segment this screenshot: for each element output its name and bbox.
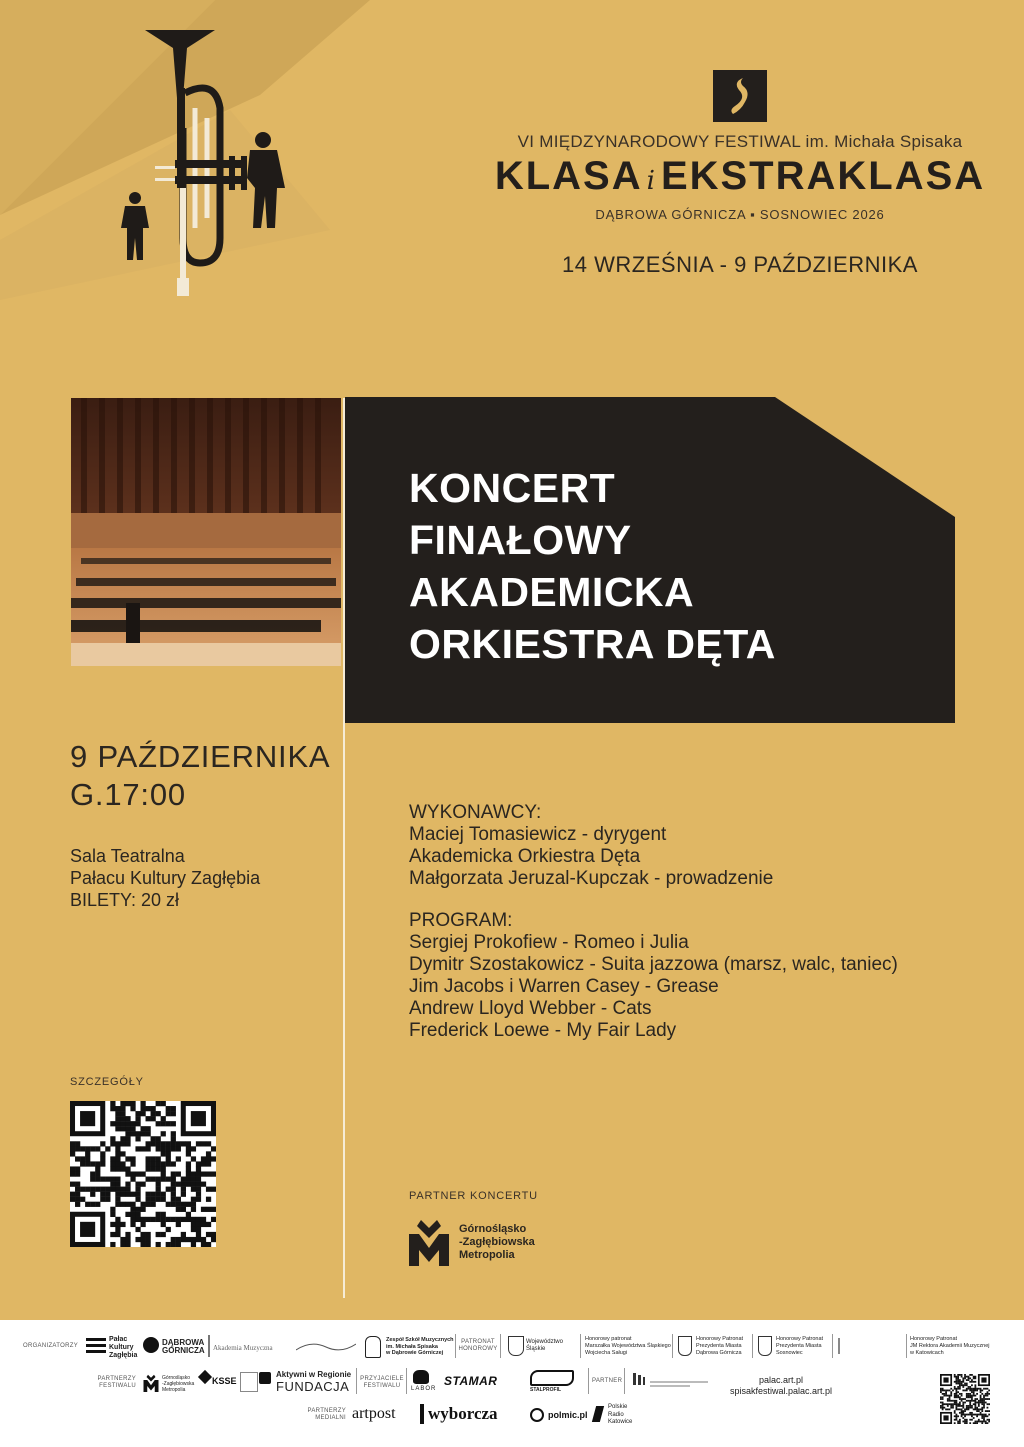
website-festival[interactable]: spisakfestiwal.palac.art.pl: [729, 1386, 833, 1396]
ticket-price: BILETY: 20 zł: [70, 890, 180, 910]
footer-divider: [832, 1334, 833, 1358]
headline-line-2: FINAŁOWY: [409, 517, 632, 563]
wyborcza-name: wyborcza: [428, 1404, 498, 1423]
sosnowiec-crest-icon: [758, 1336, 772, 1356]
partners-label: [80, 1376, 136, 1390]
friends-label-line: PRZYJACIELE: [360, 1376, 404, 1382]
patron-line: Honorowy Patronat: [776, 1336, 824, 1342]
silesia-crest-icon: [508, 1336, 524, 1356]
headline-line-1: KONCERT: [409, 465, 616, 511]
media-label: [296, 1408, 346, 1422]
dabrowa-name: [162, 1339, 205, 1355]
patron-prezydent-sosnowiec: [776, 1336, 823, 1357]
partner-logo: [409, 1218, 535, 1266]
festival-dates: 14 WRZEŚNIA - 9 PAŹDZIERNIKA: [562, 252, 918, 277]
footer-divider: [356, 1368, 357, 1394]
partner-name-line: Metropolia: [459, 1248, 515, 1261]
wyborcza-logo-icon: [420, 1404, 424, 1424]
music-school-wordmark: [650, 1376, 710, 1386]
organizers-label: ORGANIZATORZY: [22, 1343, 78, 1349]
patronat-label: [458, 1339, 498, 1353]
radio-line: Radio: [608, 1411, 624, 1418]
patron-line: w Katowicach: [910, 1350, 944, 1356]
patron-line: Wojciecha Saługi: [585, 1350, 628, 1356]
zespol-name-line: w Dąbrowie Górniczej: [386, 1350, 444, 1356]
labor-name: LABOR: [411, 1386, 437, 1392]
footer-divider: [752, 1334, 753, 1358]
dabrowa-logo-icon: [143, 1337, 159, 1353]
zespol-name-line: Zespół Szkół Muzycznych: [386, 1337, 454, 1343]
partners-label-line: FESTIWALU: [99, 1383, 136, 1389]
friends-label-line: FESTIWALU: [363, 1383, 401, 1389]
gzm-line: Górnośląsko: [162, 1375, 191, 1381]
fundacja-name: FUNDACJA: [276, 1379, 350, 1394]
concert-headline: [409, 462, 929, 670]
venue-line-1: Sala Teatralna: [70, 846, 185, 866]
concert-datetime: [70, 738, 330, 814]
concert-photo: [71, 398, 341, 666]
headline-line-4: ORKIESTRA DĘTA: [409, 621, 776, 667]
palac-name-line: Kultury: [109, 1344, 134, 1351]
gzm-small-logo-icon: [143, 1374, 159, 1392]
ksse-name: KSSE: [212, 1376, 237, 1386]
palac-name: [109, 1336, 137, 1360]
footer-divider: [588, 1368, 589, 1394]
akademia-name: Akademia Muzyczna: [213, 1344, 273, 1352]
zespol-name: [386, 1337, 454, 1357]
artpost-name: artpost: [352, 1405, 396, 1422]
palac-name-line: Pałac: [109, 1336, 128, 1343]
stalprofil-name: STALPROFIL: [530, 1387, 562, 1393]
dabrowa-crest-icon: [678, 1336, 692, 1356]
festival-title: [480, 154, 1000, 203]
headline-line-3: AKADEMICKA: [409, 569, 695, 615]
footer-divider: [906, 1334, 907, 1358]
qr-code-icon: [940, 1374, 990, 1424]
partner-footer-label: PARTNER: [592, 1378, 623, 1384]
program-item: Andrew Lloyd Webber - Cats: [409, 998, 652, 1019]
dabrowa-name-line: GÓRNICZA: [162, 1346, 205, 1355]
patron-line: Sosnowiec: [776, 1350, 803, 1356]
patron-line: Prezydenta Miasta: [776, 1343, 822, 1349]
radio-line: Polskie: [608, 1404, 628, 1410]
radio-katowice-name: [608, 1404, 632, 1427]
gzm-small-name: [162, 1375, 194, 1393]
patron-line: JM Rektora Akademii Muzycznej: [910, 1343, 990, 1349]
performer-item: Maciej Tomasiewicz - dyrygent: [409, 824, 667, 845]
patron-line: Honorowy Patronat: [696, 1336, 744, 1342]
performer-item: Akademicka Orkiestra Dęta: [409, 846, 641, 867]
footer-qr-code[interactable]: [940, 1374, 990, 1424]
patron-line: Śląskie: [526, 1346, 546, 1352]
media-label-line: MEDIALNI: [315, 1415, 346, 1421]
patron-line: Honorowy Patronat: [910, 1336, 958, 1342]
venue-line-2: Pałacu Kultury Zagłębia: [70, 868, 261, 888]
patronat-label-line: HONOROWY: [458, 1346, 498, 1352]
spisak-portrait-icon: [365, 1336, 381, 1358]
footer-divider: [672, 1334, 673, 1358]
zespol-name-line: im. Michała Spisaka: [386, 1343, 438, 1350]
patronat-label-line: PATRONAT: [461, 1339, 495, 1345]
radio-line: Katowice: [608, 1419, 633, 1425]
concert-time: G.17:00: [70, 777, 186, 812]
performers-program: [409, 802, 898, 1042]
gzm-line: Metropolia: [162, 1387, 186, 1393]
festival-title-right: EKSTRAKLASA: [660, 154, 986, 198]
website-palac[interactable]: palac.art.pl: [758, 1375, 804, 1385]
partner-label: PARTNER KONCERTU: [409, 1190, 538, 1202]
partners-label-line: PARTNERZY: [97, 1376, 136, 1382]
patron-line: Prezydenta Miasta: [696, 1343, 742, 1349]
labor-logo-icon: [413, 1370, 429, 1384]
patron-line: Marszałka Województwa Śląskiego: [585, 1343, 671, 1349]
zespol-logo-icon: [296, 1340, 356, 1354]
media-label-line: PARTNERZY: [307, 1408, 346, 1414]
polmic-name: polmic.pl: [548, 1410, 588, 1420]
patron-marszalek: [585, 1336, 671, 1357]
festival-cities: DĄBROWA GÓRNICZA ▪ SOSNOWIEC 2026: [595, 207, 885, 222]
stalprofil-logo-icon: [530, 1370, 574, 1386]
program-item: Sergiej Prokofiew - Romeo i Julia: [409, 932, 689, 953]
palac-name-line: Zagłębia: [109, 1352, 138, 1359]
program-item: Frederick Loewe - My Fair Lady: [409, 1020, 677, 1041]
anniversary-logo-icon: [240, 1372, 258, 1392]
qr-code[interactable]: [70, 1101, 216, 1247]
program-item: Jim Jacobs i Warren Casey - Grease: [409, 976, 719, 997]
qr-code-icon: [70, 1101, 216, 1247]
patron-wojewodztwo: [526, 1339, 563, 1353]
fundacja-logo-icon: [259, 1372, 271, 1384]
patron-line: Honorowy patronat: [585, 1336, 632, 1342]
festival-logo: [713, 70, 767, 122]
details-label: SZCZEGÓŁY: [70, 1076, 144, 1088]
polmic-logo-icon: [530, 1408, 544, 1422]
akademia-logo-icon: [208, 1335, 210, 1357]
patron-line: Dąbrowa Górnicza: [696, 1350, 742, 1356]
dabrowa-name-line: DĄBROWA: [162, 1338, 205, 1347]
palac-logo-icon: [86, 1336, 106, 1356]
concert-date: 9 PAŹDZIERNIKA: [70, 739, 331, 774]
footer-divider: [580, 1334, 581, 1358]
program-label: PROGRAM:: [409, 910, 513, 931]
partner-name: [459, 1223, 535, 1262]
footer-divider: [406, 1368, 407, 1394]
patron-rektor: [910, 1336, 989, 1357]
program-item: Dymitr Szostakowicz - Suita jazzowa (marsz, walc, taniec): [409, 954, 898, 975]
festival-title-mid: i: [646, 166, 657, 196]
music-school-logo-icon: [632, 1372, 646, 1386]
concert-venue: [70, 845, 260, 911]
violin-scroll-icon: [725, 76, 755, 116]
websites: [726, 1375, 836, 1397]
partner-name-line: Górnośląsko: [459, 1222, 527, 1235]
partner-name-line: -Zagłębiowska: [459, 1235, 535, 1248]
performer-item: Małgorzata Jeruzal-Kupczak - prowadzenie: [409, 868, 774, 889]
stamar-name: STAMAR: [444, 1374, 498, 1388]
footer-divider: [455, 1334, 456, 1358]
metropolia-logo-icon: [409, 1218, 449, 1266]
akademia-small-logo-icon: [838, 1338, 840, 1354]
patron-prezydent-dg: [696, 1336, 743, 1357]
performers-label: WYKONAWCY:: [409, 802, 542, 823]
gzm-line: -Zagłębiowska: [162, 1381, 195, 1387]
footer-divider: [500, 1334, 501, 1358]
trumpet-illustration: [115, 28, 295, 300]
aktywni-name: Aktywni w Regionie: [276, 1370, 352, 1379]
festival-header: [480, 70, 1000, 278]
footer-divider: [624, 1368, 625, 1394]
festival-title-left: KLASA: [494, 154, 643, 198]
friends-label: [360, 1376, 404, 1390]
festival-subtitle: VI MIĘDZYNARODOWY FESTIWAL im. Michała Spisaka: [517, 132, 963, 151]
patron-line: Województwo: [526, 1339, 563, 1345]
